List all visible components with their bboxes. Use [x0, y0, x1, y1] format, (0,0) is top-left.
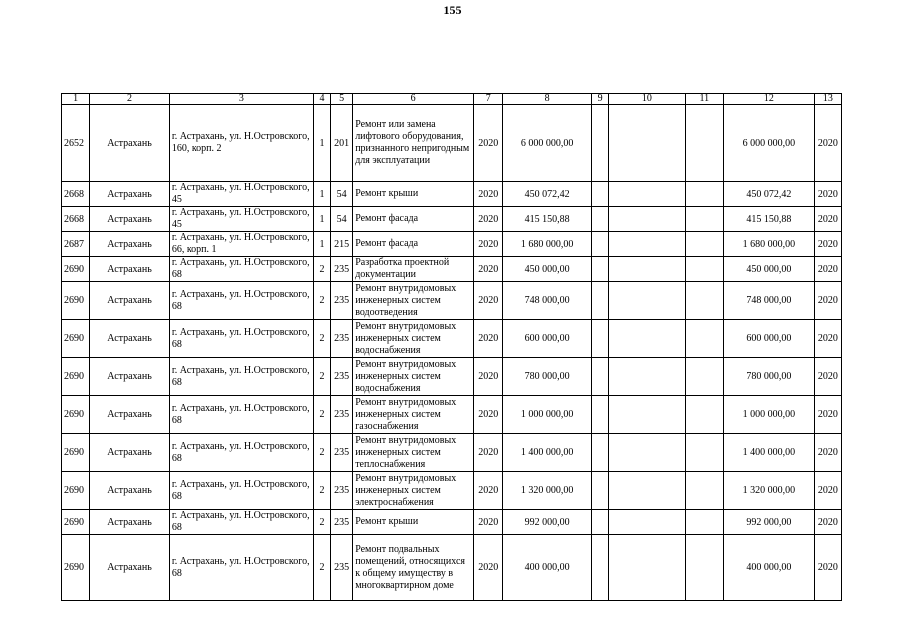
cell-col10 [609, 320, 686, 358]
cell-col9 [592, 434, 609, 472]
cell-address: г. Астрахань, ул. Н.Островского, 66, корп. 1 [169, 232, 313, 257]
cell-col4: 1 [313, 182, 330, 207]
cell-col9 [592, 358, 609, 396]
cell-id: 2690 [62, 396, 90, 434]
cell-col5: 235 [331, 257, 353, 282]
cell-col4: 1 [313, 105, 330, 182]
cell-col4: 2 [313, 434, 330, 472]
table-row [62, 320, 842, 358]
cell-year: 2020 [474, 434, 503, 472]
cell-year: 2020 [474, 182, 503, 207]
cell-col13: 2020 [814, 535, 841, 601]
cell-col10 [609, 472, 686, 510]
cell-col13: 2020 [814, 282, 841, 320]
cell-col4: 2 [313, 358, 330, 396]
cell-col5: 235 [331, 434, 353, 472]
cell-work-type: Ремонт фасада [353, 207, 474, 232]
column-header: 4 [313, 94, 330, 105]
cell-col12: 780 000,00 [723, 358, 814, 396]
cell-col12: 415 150,88 [723, 207, 814, 232]
cell-col9 [592, 257, 609, 282]
table-row [62, 207, 842, 232]
cell-year: 2020 [474, 396, 503, 434]
cell-col12: 450 000,00 [723, 257, 814, 282]
cell-col10 [609, 396, 686, 434]
cell-col13: 2020 [814, 182, 841, 207]
cell-work-type: Ремонт крыши [353, 510, 474, 535]
table-row [62, 282, 842, 320]
cell-col5: 235 [331, 472, 353, 510]
cell-col9 [592, 207, 609, 232]
cell-year: 2020 [474, 232, 503, 257]
cell-id: 2668 [62, 207, 90, 232]
cell-work-type: Ремонт внутридомовых инженерных систем газоснабжения [353, 396, 474, 434]
cell-col13: 2020 [814, 105, 841, 182]
cell-col11 [685, 396, 723, 434]
cell-year: 2020 [474, 358, 503, 396]
cell-col10 [609, 105, 686, 182]
table-row [62, 257, 842, 282]
cell-col10 [609, 232, 686, 257]
cell-year: 2020 [474, 510, 503, 535]
column-header: 1 [62, 94, 90, 105]
cell-col4: 2 [313, 396, 330, 434]
cell-col9 [592, 232, 609, 257]
cell-col11 [685, 182, 723, 207]
cell-col13: 2020 [814, 510, 841, 535]
cell-col12: 1 320 000,00 [723, 472, 814, 510]
cell-city: Астрахань [90, 396, 170, 434]
cell-col5: 54 [331, 182, 353, 207]
column-header: 9 [592, 94, 609, 105]
cell-col9 [592, 182, 609, 207]
cell-col9 [592, 282, 609, 320]
cell-city: Астрахань [90, 434, 170, 472]
column-header: 5 [331, 94, 353, 105]
cell-work-type: Ремонт внутридомовых инженерных систем теплоснабжения [353, 434, 474, 472]
cell-year: 2020 [474, 472, 503, 510]
cell-col13: 2020 [814, 434, 841, 472]
cell-col13: 2020 [814, 472, 841, 510]
cell-address: г. Астрахань, ул. Н.Островского, 68 [169, 510, 313, 535]
cell-col10 [609, 434, 686, 472]
cell-address: г. Астрахань, ул. Н.Островского, 68 [169, 535, 313, 601]
cell-work-type: Ремонт внутридомовых инженерных систем водоснабжения [353, 358, 474, 396]
cell-col9 [592, 396, 609, 434]
cell-id: 2690 [62, 320, 90, 358]
cell-col10 [609, 182, 686, 207]
cell-col12: 1 400 000,00 [723, 434, 814, 472]
column-header: 10 [609, 94, 686, 105]
cell-col12: 1 000 000,00 [723, 396, 814, 434]
cell-year: 2020 [474, 105, 503, 182]
cell-col11 [685, 358, 723, 396]
cell-col11 [685, 320, 723, 358]
table-row [62, 434, 842, 472]
cell-total: 1 680 000,00 [503, 232, 592, 257]
table-row [62, 396, 842, 434]
cell-col12: 450 072,42 [723, 182, 814, 207]
cell-work-type: Ремонт внутридомовых инженерных систем электроснабжения [353, 472, 474, 510]
registry-table [61, 93, 842, 601]
cell-col5: 235 [331, 358, 353, 396]
cell-city: Астрахань [90, 358, 170, 396]
cell-total: 748 000,00 [503, 282, 592, 320]
cell-col4: 2 [313, 510, 330, 535]
cell-col11 [685, 207, 723, 232]
table-row [62, 232, 842, 257]
cell-city: Астрахань [90, 320, 170, 358]
header-row [62, 94, 842, 105]
cell-col13: 2020 [814, 232, 841, 257]
cell-address: г. Астрахань, ул. Н.Островского, 68 [169, 257, 313, 282]
cell-city: Астрахань [90, 510, 170, 535]
cell-id: 2668 [62, 182, 90, 207]
cell-address: г. Астрахань, ул. Н.Островского, 68 [169, 320, 313, 358]
cell-col10 [609, 510, 686, 535]
cell-col13: 2020 [814, 320, 841, 358]
cell-col10 [609, 535, 686, 601]
cell-city: Астрахань [90, 105, 170, 182]
cell-col4: 2 [313, 472, 330, 510]
cell-total: 600 000,00 [503, 320, 592, 358]
cell-col4: 2 [313, 257, 330, 282]
cell-total: 1 400 000,00 [503, 434, 592, 472]
cell-col10 [609, 257, 686, 282]
cell-col13: 2020 [814, 396, 841, 434]
cell-address: г. Астрахань, ул. Н.Островского, 45 [169, 182, 313, 207]
cell-col5: 54 [331, 207, 353, 232]
cell-col11 [685, 257, 723, 282]
cell-total: 415 150,88 [503, 207, 592, 232]
table-row [62, 535, 842, 601]
cell-col10 [609, 358, 686, 396]
cell-total: 1 320 000,00 [503, 472, 592, 510]
cell-address: г. Астрахань, ул. Н.Островского, 68 [169, 396, 313, 434]
column-header: 13 [814, 94, 841, 105]
cell-year: 2020 [474, 282, 503, 320]
cell-address: г. Астрахань, ул. Н.Островского, 68 [169, 358, 313, 396]
column-header: 8 [503, 94, 592, 105]
column-header: 7 [474, 94, 503, 105]
table-row [62, 105, 842, 182]
cell-col12: 6 000 000,00 [723, 105, 814, 182]
cell-col9 [592, 535, 609, 601]
cell-col11 [685, 472, 723, 510]
cell-id: 2687 [62, 232, 90, 257]
cell-total: 992 000,00 [503, 510, 592, 535]
cell-col9 [592, 510, 609, 535]
cell-year: 2020 [474, 207, 503, 232]
cell-work-type: Ремонт фасада [353, 232, 474, 257]
cell-address: г. Астрахань, ул. Н.Островского, 68 [169, 434, 313, 472]
cell-id: 2690 [62, 358, 90, 396]
cell-col4: 2 [313, 535, 330, 601]
cell-city: Астрахань [90, 232, 170, 257]
cell-address: г. Астрахань, ул. Н.Островского, 45 [169, 207, 313, 232]
column-header: 3 [169, 94, 313, 105]
cell-col4: 2 [313, 320, 330, 358]
page-number: 155 [443, 3, 462, 17]
column-header: 2 [90, 94, 170, 105]
cell-year: 2020 [474, 257, 503, 282]
cell-total: 780 000,00 [503, 358, 592, 396]
table-row [62, 182, 842, 207]
cell-total: 450 000,00 [503, 257, 592, 282]
cell-col4: 1 [313, 207, 330, 232]
cell-col11 [685, 282, 723, 320]
cell-col11 [685, 434, 723, 472]
cell-col12: 400 000,00 [723, 535, 814, 601]
cell-col11 [685, 535, 723, 601]
cell-col13: 2020 [814, 257, 841, 282]
cell-col5: 235 [331, 396, 353, 434]
cell-col11 [685, 510, 723, 535]
cell-work-type: Ремонт подвальных помещений, относящихся к общему имуществу в многоквартирном доме [353, 535, 474, 601]
cell-col10 [609, 207, 686, 232]
cell-col13: 2020 [814, 358, 841, 396]
cell-address: г. Астрахань, ул. Н.Островского, 68 [169, 472, 313, 510]
cell-year: 2020 [474, 320, 503, 358]
cell-city: Астрахань [90, 182, 170, 207]
cell-work-type: Ремонт крыши [353, 182, 474, 207]
cell-work-type: Разработка проектной документации [353, 257, 474, 282]
cell-city: Астрахань [90, 207, 170, 232]
cell-col5: 235 [331, 510, 353, 535]
column-header: 6 [353, 94, 474, 105]
column-header: 12 [723, 94, 814, 105]
cell-col9 [592, 105, 609, 182]
cell-id: 2690 [62, 510, 90, 535]
cell-col5: 215 [331, 232, 353, 257]
cell-total: 400 000,00 [503, 535, 592, 601]
cell-id: 2690 [62, 257, 90, 282]
cell-col11 [685, 105, 723, 182]
cell-year: 2020 [474, 535, 503, 601]
cell-col9 [592, 472, 609, 510]
cell-work-type: Ремонт внутридомовых инженерных систем водоснабжения [353, 320, 474, 358]
cell-col12: 748 000,00 [723, 282, 814, 320]
cell-col13: 2020 [814, 207, 841, 232]
cell-col5: 235 [331, 535, 353, 601]
cell-col9 [592, 320, 609, 358]
cell-col5: 235 [331, 282, 353, 320]
cell-total: 450 072,42 [503, 182, 592, 207]
cell-city: Астрахань [90, 535, 170, 601]
cell-work-type: Ремонт внутридомовых инженерных систем водоотведения [353, 282, 474, 320]
table-row [62, 358, 842, 396]
cell-id: 2690 [62, 472, 90, 510]
cell-col5: 235 [331, 320, 353, 358]
column-header: 11 [685, 94, 723, 105]
cell-id: 2690 [62, 434, 90, 472]
cell-col4: 2 [313, 282, 330, 320]
cell-col12: 1 680 000,00 [723, 232, 814, 257]
cell-col10 [609, 282, 686, 320]
cell-id: 2652 [62, 105, 90, 182]
cell-address: г. Астрахань, ул. Н.Островского, 68 [169, 282, 313, 320]
cell-col4: 1 [313, 232, 330, 257]
cell-col11 [685, 232, 723, 257]
table-row [62, 510, 842, 535]
cell-id: 2690 [62, 535, 90, 601]
cell-col12: 992 000,00 [723, 510, 814, 535]
cell-total: 1 000 000,00 [503, 396, 592, 434]
cell-col5: 201 [331, 105, 353, 182]
table-row [62, 472, 842, 510]
cell-address: г. Астрахань, ул. Н.Островского, 160, корп. 2 [169, 105, 313, 182]
cell-work-type: Ремонт или замена лифтового оборудования, признанного непригодным для эксплуатации [353, 105, 474, 182]
cell-city: Астрахань [90, 472, 170, 510]
cell-city: Астрахань [90, 282, 170, 320]
cell-col12: 600 000,00 [723, 320, 814, 358]
cell-city: Астрахань [90, 257, 170, 282]
cell-total: 6 000 000,00 [503, 105, 592, 182]
cell-id: 2690 [62, 282, 90, 320]
